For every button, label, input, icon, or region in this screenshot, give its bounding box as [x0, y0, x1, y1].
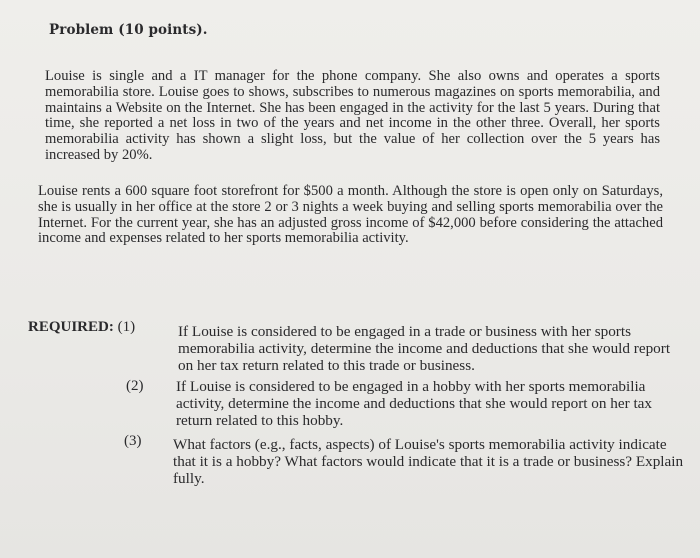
required-item-2-text: If Louise is considered to be engaged in a hobby with her sports memorabilia activity, determine the income and deductions that she would report on her tax return related to this hobby.: [176, 378, 653, 430]
required-item-2-number: (2): [126, 378, 144, 394]
problem-title: Problem (10 points).: [49, 22, 208, 38]
required-heading: REQUIRED:: [28, 319, 114, 335]
required-item-1-number: (1): [117, 319, 136, 335]
paragraph-store-details: Louise rents a 600 square foot storefront for $500 a month. Although the store is open only on Saturdays, she is usually in her office at the store 2 or 3 nights a week buying and selling sports memorabilia over the Internet. For the current year, she has an adjusted gross income of $42,000 before considering the attached income and expenses related to her sports memorabilia activity.: [38, 183, 663, 247]
required-item-3-number: (3): [124, 433, 142, 449]
required-label: [28, 319, 135, 336]
required-item-1-text: If Louise is considered to be engaged in a trade or business with her sports memorabilia activity, determine the income and deductions that she would report on her tax return related to this trade or business.: [178, 323, 671, 375]
paragraph-background: Louise is single and a IT manager for the phone company. She also owns and operates a sports memorabilia store. Louise goes to shows, subscribes to numerous magazines on sports memorabilia, and maintains a Website on the Internet. She has been engaged in the activity for the last 5 years. During that time, she reported a net loss in two of the years and net income in the other three. Overall, her sports memorabilia activity has shown a slight loss, but the value of her collection over the 5 years has increased by 20%.: [45, 68, 660, 163]
required-item-3-text: What factors (e.g., facts, aspects) of Louise's sports memorabilia activity indicate that it is a hobby? What factors would indicate that it is a trade or business? Explain fully.: [173, 436, 684, 488]
